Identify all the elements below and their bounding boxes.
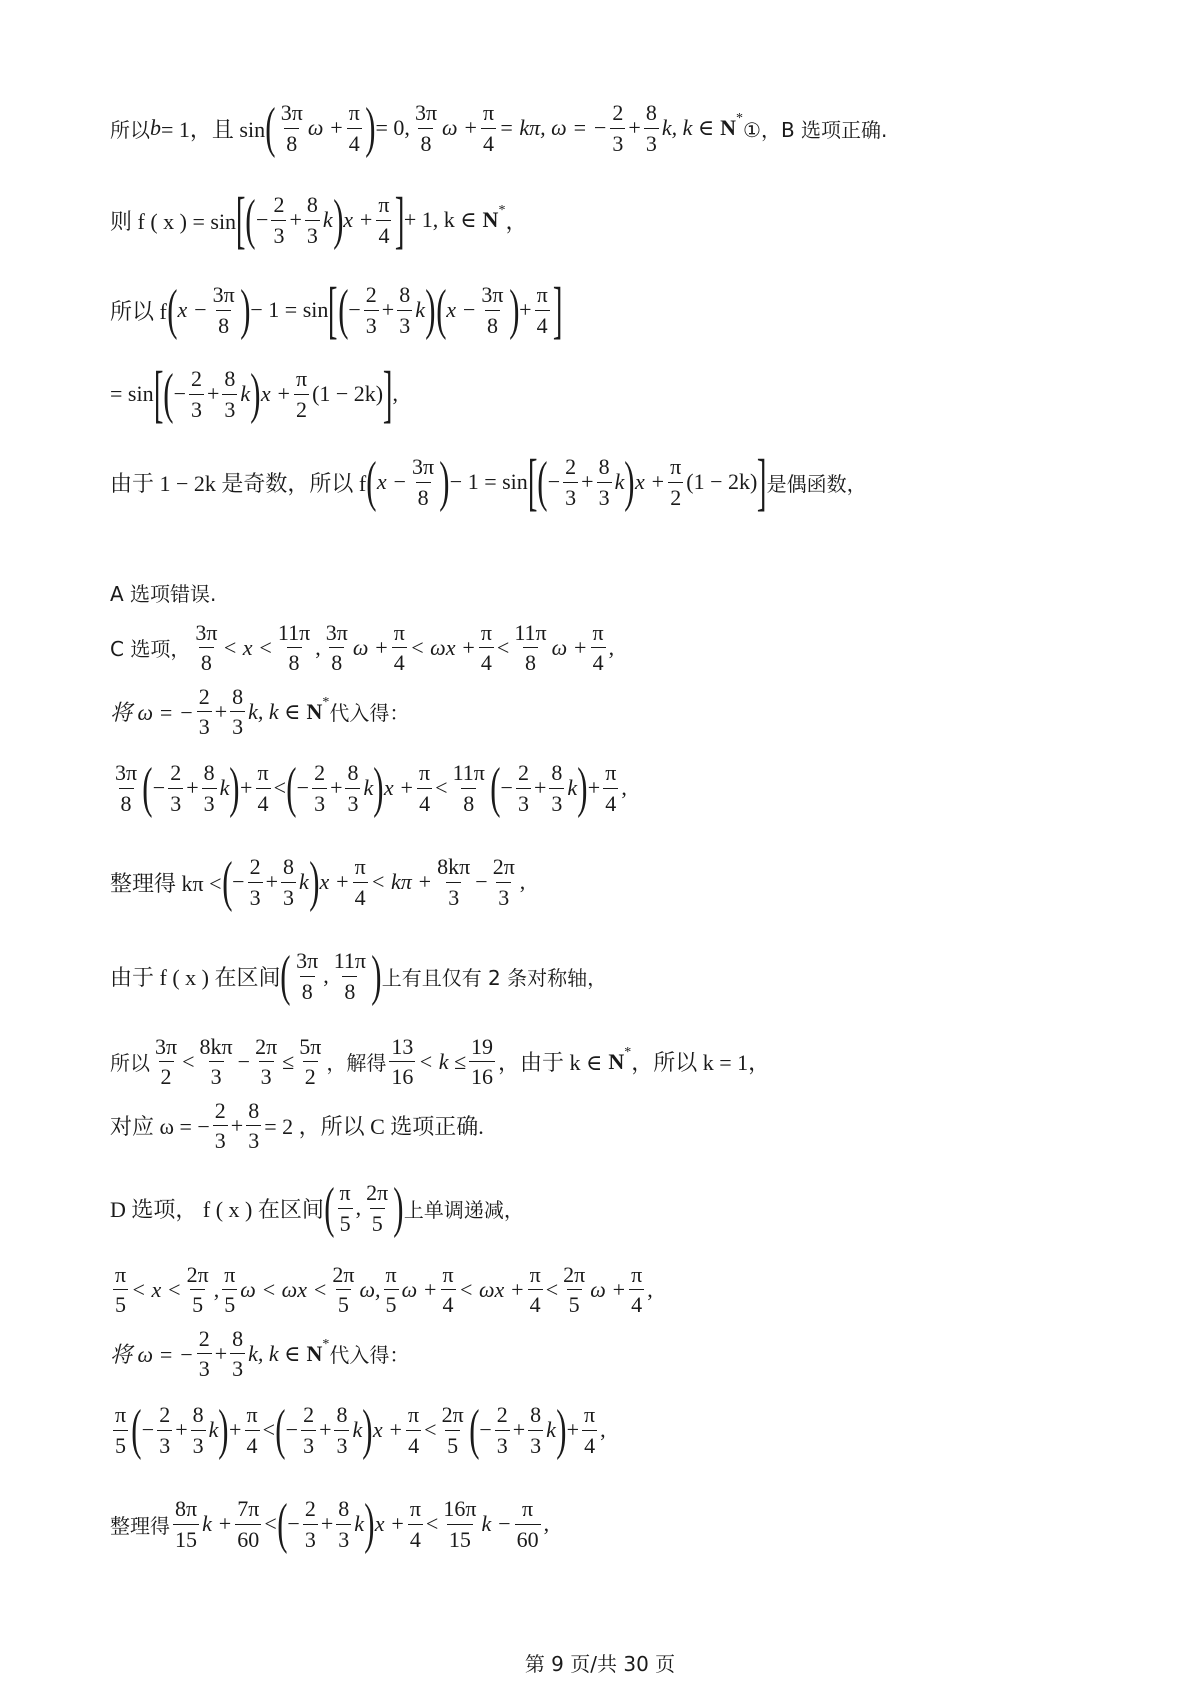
page-footer: 第 9 页/共 30 页 <box>524 1652 676 1676</box>
fraction: $\frac{2}{3}$ <box>304 1496 316 1552</box>
fraction: $\frac{\pi}{4}$ <box>631 1262 643 1318</box>
text: ①，B 选项正确. <box>743 117 888 142</box>
text: = kπ, ω = − <box>499 115 608 140</box>
text: k + <box>202 1511 233 1536</box>
line-12 <box>110 1034 770 1090</box>
text: , <box>519 869 526 894</box>
text: + <box>381 297 395 322</box>
fraction: $\frac{\pi}{4}$ <box>480 620 492 676</box>
text: 将 ω = − <box>110 1342 194 1368</box>
line-7 <box>110 620 614 676</box>
line-11: 由于 f ( x ) 在区间 ( $\frac{3\pi}{8}$ , $\frac{11\pi}{8}$ ) 上有且仅有 2 条对称轴， <box>110 945 608 1007</box>
text: + <box>319 1417 332 1442</box>
fraction: $\frac{\pi}{4}$ <box>408 1402 420 1458</box>
fraction: $\frac{11\pi}{8}$ <box>333 948 367 1004</box>
text: 所以 <box>110 117 150 142</box>
text: N <box>482 207 499 232</box>
text: + <box>214 1340 228 1366</box>
paren-left: ( <box>435 279 447 341</box>
fraction: $\frac{2\pi}{3}$ <box>492 854 515 910</box>
fraction: $\frac{16\pi}{15}$ <box>443 1496 477 1552</box>
text: + <box>533 775 547 800</box>
fraction: $\frac{2\pi}{5}$ <box>186 1262 209 1318</box>
fraction: $\frac{\pi}{4}$ <box>378 192 390 248</box>
text: < x < <box>222 634 273 660</box>
text: + <box>175 1417 188 1442</box>
fraction: $\frac{\pi}{4}$ <box>592 620 604 676</box>
fraction: $\frac{2}{3}$ <box>170 760 182 816</box>
text: k <box>415 297 425 322</box>
text: < <box>424 1417 437 1442</box>
text: + <box>186 775 199 800</box>
paren-right: ) <box>332 189 344 251</box>
text: + <box>289 207 302 232</box>
text: < <box>496 634 510 660</box>
bracket-left: [ <box>527 446 538 517</box>
text: ω + <box>551 634 588 660</box>
text: − <box>237 1048 251 1074</box>
fraction: $\frac{2\pi}{5}$ <box>563 1262 586 1318</box>
text: k <box>322 207 333 232</box>
fraction: $\frac{\pi}{5}$ <box>115 1262 127 1318</box>
text: < k ≤ <box>418 1048 467 1074</box>
fraction: $\frac{8\pi}{15}$ <box>175 1496 198 1552</box>
fraction: $\frac{2\pi}{5}$ <box>332 1262 355 1318</box>
text: k <box>352 1417 363 1442</box>
text: (1 − 2k) <box>686 469 758 494</box>
fraction: $\frac{\pi}{4}$ <box>393 620 405 676</box>
line-4: = sin [ ( − $\frac{2}{3}$ + $\frac{8}{3}$ k ) x + $\frac{\pi}{2}$ (1 − 2k) ] , <box>110 358 398 429</box>
text: + <box>206 381 220 406</box>
fraction: $\frac{2\pi}{5}$ <box>366 1180 389 1236</box>
fraction: $\frac{2}{3}$ <box>612 100 624 156</box>
fraction: $\frac{8}{3}$ <box>530 1402 542 1458</box>
text: * <box>624 1044 632 1060</box>
fraction: $\frac{2}{3}$ <box>517 760 529 816</box>
line-18: 整理得 $\frac{8\pi}{15}$ k + $\frac{7\pi}{60}$ < ( − $\frac{2}{3}$ + $\frac{8}{3}$ k ) x + $\frac{\pi}{4}$ < $\frac{16\pi}{15}$ k − $\frac{\pi}{60}$ , <box>110 1493 550 1555</box>
text: k <box>208 1417 219 1442</box>
text: A 选项错误. <box>110 582 217 606</box>
text: D 选项， f ( x ) 在区间 <box>110 1196 324 1222</box>
text: − 1 = sin <box>449 469 528 494</box>
text: , <box>355 1195 362 1220</box>
fraction: $\frac{13}{16}$ <box>391 1034 414 1090</box>
text: + <box>229 1417 242 1442</box>
paren-right: ) <box>365 97 376 159</box>
fraction: $\frac{\pi}{5}$ <box>224 1262 236 1318</box>
paren-left: ( <box>167 279 178 341</box>
fraction: $\frac{2}{3}$ <box>314 760 326 816</box>
line-3: 所以 f ( x − $\frac{3\pi}{8}$ ) − 1 = sin [ ( − $\frac{2}{3}$ + $\frac{8}{3}$ k ) ( x − $\frac{3\pi}{8}$ ) + $\frac{\pi}{4}$ ] <box>110 274 563 345</box>
fraction: $\frac{3\pi}{8}$ <box>280 100 303 156</box>
paren-right: ) <box>508 279 519 341</box>
fraction: $\frac{\pi}{4}$ <box>605 760 617 816</box>
text: x + <box>319 869 350 894</box>
text: N <box>720 115 737 140</box>
fraction: $\frac{8}{3}$ <box>192 1402 204 1458</box>
fraction: $\frac{2}{3}$ <box>496 1402 508 1458</box>
text: 是偶函数， <box>766 471 867 496</box>
text: 将 ω = − <box>110 700 194 726</box>
fraction: $\frac{3\pi}{8}$ <box>414 100 438 156</box>
paren-left: ( <box>245 189 256 251</box>
text: C 选项， <box>110 637 191 662</box>
fraction: $\frac{3\pi}{8}$ <box>325 620 348 676</box>
text: k, k ∈ <box>248 698 301 724</box>
text: ω + <box>442 115 478 140</box>
text: x + <box>372 1417 404 1442</box>
text: ω + <box>401 1276 438 1302</box>
text: , <box>392 381 398 406</box>
line-2: 则 f ( x ) = sin [ ( − $\frac{2}{3}$ + $\frac{8}{3}$ k ) x + $\frac{\pi}{4}$ ] + 1, k ∈ N * ， <box>110 184 528 255</box>
fraction: $\frac{3\pi}{8}$ <box>412 454 435 510</box>
line-14: D 选项， f ( x ) 在区间 ( $\frac{\pi}{5}$ , $\frac{2\pi}{5}$ ) 上单调递减， <box>110 1177 524 1239</box>
line-13 <box>110 1098 484 1154</box>
text: k, k ∈ <box>248 1340 301 1366</box>
fraction: $\frac{8}{3}$ <box>645 100 657 156</box>
paren-right: ) <box>250 363 261 425</box>
text: k <box>299 869 309 894</box>
text: < <box>545 1276 559 1302</box>
fraction: $\frac{2}{3}$ <box>303 1402 315 1458</box>
text: ω + <box>352 634 389 660</box>
bracket-right: ] <box>382 358 393 429</box>
paren-left: ( <box>337 279 349 341</box>
text: ω + <box>307 115 344 140</box>
line-1 <box>110 97 888 159</box>
text: , <box>323 963 329 988</box>
fraction: $\frac{2}{3}$ <box>273 192 285 248</box>
text: , <box>600 1417 606 1442</box>
line-15 <box>110 1262 653 1318</box>
fraction: $\frac{2}{3}$ <box>565 454 577 510</box>
text: x − <box>177 297 208 322</box>
text: < ωx + <box>409 634 476 660</box>
text: ω < ωx < <box>240 1276 328 1302</box>
text: ，解得 <box>326 1051 387 1076</box>
text: k, k ∈ <box>661 115 715 140</box>
text: x + <box>260 381 291 406</box>
text: , <box>315 634 321 660</box>
text: + <box>240 775 253 800</box>
fraction: $\frac{8}{3}$ <box>399 282 411 338</box>
bracket-right: ] <box>394 184 404 255</box>
text: + 1, k ∈ <box>403 207 477 232</box>
text: + <box>566 1417 580 1442</box>
fraction: $\frac{\pi}{4}$ <box>482 100 495 156</box>
fraction: $\frac{\pi}{60}$ <box>516 1496 539 1552</box>
text: = 2 ，所以 C 选项正确. <box>264 1114 484 1140</box>
text: 则 f ( x ) = sin <box>110 208 237 234</box>
fraction: $\frac{2}{3}$ <box>198 1326 210 1382</box>
text: N <box>306 698 323 724</box>
text: ω, <box>359 1276 381 1302</box>
bracket-right: ] <box>552 274 563 345</box>
paren-right: ) <box>439 451 450 513</box>
line-17: $\frac{\pi}{5}$ ( − $\frac{2}{3}$ + $\frac{8}{3}$ k ) + $\frac{\pi}{4}$ < ( − $\frac{2}{3}$ + $\frac{8}{3}$ k ) x + $\frac{\pi}{4}$ < $\frac{2\pi}{5}$ ( − $\frac{2}{3}$ + $\frac{8}{3}$ k ) + $\frac{\pi}{4}$ , <box>115 1399 606 1461</box>
paren-right: ) <box>239 279 251 341</box>
line-8 <box>110 684 409 740</box>
text: 由于 1 − 2k 是奇数，所以 f <box>110 470 367 496</box>
fraction: $\frac{8}{3}$ <box>232 684 244 740</box>
paren-right: ) <box>624 451 635 513</box>
fraction: $\frac{\pi}{4}$ <box>536 282 548 338</box>
fraction: $\frac{\pi}{5}$ <box>115 1402 127 1458</box>
text: ω + <box>590 1276 627 1302</box>
text: 代入得： <box>329 1343 410 1368</box>
text: , <box>543 1511 550 1536</box>
text: x − <box>446 297 477 322</box>
text: 整理得 <box>110 1513 170 1538</box>
fraction: $\frac{\pi}{4}$ <box>584 1402 596 1458</box>
text: 整理得 kπ < <box>110 870 222 896</box>
bracket-right: ] <box>757 446 767 517</box>
text: ，由于 k ∈ <box>498 1050 603 1076</box>
line-9: $\frac{3\pi}{8}$ ( − $\frac{2}{3}$ + $\frac{8}{3}$ k ) + $\frac{\pi}{4}$ < ( − $\frac{2}{3}$ + $\frac{8}{3}$ k ) x + $\frac{\pi}{4}$ < $\frac{11\pi}{8}$ ( − $\frac{2}{3}$ + $\frac{8}{3}$ k ) + $\frac{\pi}{4}$ , <box>115 757 627 819</box>
paren-left: ( <box>537 451 548 513</box>
text: (1 − 2k) <box>312 381 384 406</box>
text: x + <box>383 775 415 800</box>
text: < <box>273 775 286 800</box>
text: 所以 f <box>110 298 167 324</box>
text: x + <box>343 207 374 232</box>
text: ≤ <box>282 1048 295 1074</box>
fraction: $\frac{3\pi}{8}$ <box>481 282 504 338</box>
text: 由于 f ( x ) 在区间 <box>110 964 281 990</box>
text: + <box>512 1417 526 1442</box>
text: = 0, <box>375 115 410 140</box>
text: < <box>262 1417 275 1442</box>
text: x + <box>635 469 666 494</box>
text: , <box>213 1276 220 1302</box>
text: k <box>219 775 230 800</box>
line-10: 整理得 kπ < ( − $\frac{2}{3}$ + $\frac{8}{3}$ k ) x + $\frac{\pi}{4}$ < kπ + $\frac{8k\pi}{3}$ − $\frac{2\pi}{3}$ , <box>110 851 526 913</box>
text: − 1 = sin <box>250 297 329 322</box>
text: < x < <box>131 1276 182 1302</box>
fraction: $\frac{2}{3}$ <box>365 282 377 338</box>
fraction: $\frac{3\pi}{8}$ <box>115 760 138 816</box>
fraction: $\frac{\pi}{5}$ <box>339 1180 351 1236</box>
text: b <box>150 115 161 140</box>
fraction: $\frac{\pi}{4}$ <box>348 100 360 156</box>
text: < <box>182 1048 195 1074</box>
text: < <box>435 775 448 800</box>
text: k <box>363 775 374 800</box>
text: + <box>230 1112 244 1138</box>
fraction: $\frac{2}{3}$ <box>198 684 210 740</box>
text: k − <box>481 1511 512 1536</box>
fraction: $\frac{\pi}{4}$ <box>529 1262 541 1318</box>
fraction: $\frac{8}{3}$ <box>232 1326 244 1382</box>
text: x + <box>374 1511 405 1536</box>
text: + <box>587 775 601 800</box>
fraction: $\frac{8k\pi}{3}$ <box>199 1034 233 1090</box>
text: < kπ + <box>370 869 433 894</box>
fraction: $\frac{11\pi}{8}$ <box>277 620 311 676</box>
fraction: $\frac{2}{3}$ <box>249 854 261 910</box>
fraction: $\frac{\pi}{4}$ <box>257 760 269 816</box>
text: k <box>240 381 251 406</box>
text: < <box>264 1511 277 1536</box>
fraction: $\frac{\pi}{4}$ <box>354 854 366 910</box>
bracket-left: [ <box>328 274 338 345</box>
line-6 <box>110 578 216 607</box>
text: , <box>621 775 627 800</box>
fraction: $\frac{2\pi}{3}$ <box>255 1034 278 1090</box>
fraction: $\frac{8}{3}$ <box>283 854 295 910</box>
bracket-left: [ <box>235 184 246 255</box>
fraction: $\frac{2}{3}$ <box>190 366 202 422</box>
text: , <box>647 1276 653 1302</box>
text: 对应 ω = − <box>110 1114 210 1140</box>
text: = sin <box>110 381 154 406</box>
fraction: $\frac{\pi}{5}$ <box>385 1262 397 1318</box>
text: * <box>498 203 506 218</box>
fraction: $\frac{\pi}{4}$ <box>442 1262 454 1318</box>
fraction: $\frac{8}{3}$ <box>551 760 563 816</box>
fraction: $\frac{8k\pi}{3}$ <box>437 854 471 910</box>
fraction: $\frac{11\pi}{8}$ <box>452 760 485 816</box>
fraction: $\frac{19}{16}$ <box>471 1034 494 1090</box>
fraction: $\frac{8}{3}$ <box>248 1098 260 1154</box>
paren-left: ( <box>265 97 276 159</box>
line-16 <box>110 1326 409 1382</box>
text: + <box>320 1511 334 1536</box>
text: < ωx + <box>458 1276 525 1302</box>
text: k <box>546 1417 556 1442</box>
paren-right: ) <box>425 279 436 341</box>
fraction: $\frac{3\pi}{8}$ <box>195 620 218 676</box>
text: 代入得： <box>329 701 410 726</box>
text: N <box>306 1340 323 1366</box>
fraction: $\frac{\pi}{2}$ <box>295 366 308 422</box>
fraction: $\frac{2}{3}$ <box>159 1402 171 1458</box>
text: + <box>519 297 532 322</box>
text: * <box>322 1336 330 1352</box>
text: 所以 <box>110 1051 150 1076</box>
fraction: $\frac{8}{3}$ <box>347 760 359 816</box>
fraction: $\frac{\pi}{2}$ <box>670 454 682 510</box>
text: 上单调递减， <box>403 1197 524 1222</box>
paren-left: ( <box>163 363 174 425</box>
text: + <box>214 698 228 724</box>
text: * <box>736 111 744 126</box>
fraction: $\frac{\pi}{4}$ <box>409 1496 421 1552</box>
text: , <box>608 634 615 660</box>
fraction: $\frac{3\pi}{8}$ <box>296 948 319 1004</box>
text: < <box>425 1511 439 1536</box>
fraction: $\frac{\pi}{4}$ <box>419 760 431 816</box>
text: * <box>322 694 330 710</box>
text: k <box>614 469 625 494</box>
text: + <box>330 775 343 800</box>
fraction: $\frac{8}{3}$ <box>338 1496 350 1552</box>
fraction: $\frac{8}{3}$ <box>224 366 236 422</box>
fraction: $\frac{11\pi}{8}$ <box>514 620 547 676</box>
text: − <box>475 869 488 894</box>
fraction: $\frac{3\pi}{8}$ <box>212 282 235 338</box>
fraction: $\frac{8}{3}$ <box>203 760 215 816</box>
fraction: $\frac{7\pi}{60}$ <box>237 1496 260 1552</box>
text: k <box>354 1511 365 1536</box>
fraction: $\frac{2}{3}$ <box>214 1098 226 1154</box>
fraction: $\frac{3\pi}{2}$ <box>155 1034 178 1090</box>
text: N <box>608 1048 625 1074</box>
fraction: $\frac{8}{3}$ <box>306 192 318 248</box>
fraction: $\frac{8}{3}$ <box>336 1402 348 1458</box>
fraction: $\frac{8}{3}$ <box>598 454 610 510</box>
text: + <box>265 869 279 894</box>
text: k <box>567 775 578 800</box>
fraction: $\frac{\pi}{4}$ <box>246 1402 258 1458</box>
text: ，所以 k = 1， <box>631 1050 771 1076</box>
text: 上有且仅有 2 条对称轴， <box>381 965 608 990</box>
text: x − <box>376 469 408 494</box>
paren-left: ( <box>366 451 377 513</box>
fraction: $\frac{2\pi}{5}$ <box>441 1402 464 1458</box>
text: + <box>628 115 641 140</box>
fraction: $\frac{5\pi}{2}$ <box>299 1034 322 1090</box>
bracket-left: [ <box>153 358 164 429</box>
line-5: 由于 1 − 2k 是奇数，所以 f ( x − $\frac{3\pi}{8}$ ) − 1 = sin [ ( − $\frac{2}{3}$ + $\frac{8}{3}$ k ) x + $\frac{\pi}{2}$ (1 − 2k) ] 是偶函数， <box>110 446 867 517</box>
text: = 1，且 sin <box>161 116 266 142</box>
text: + <box>581 469 594 494</box>
